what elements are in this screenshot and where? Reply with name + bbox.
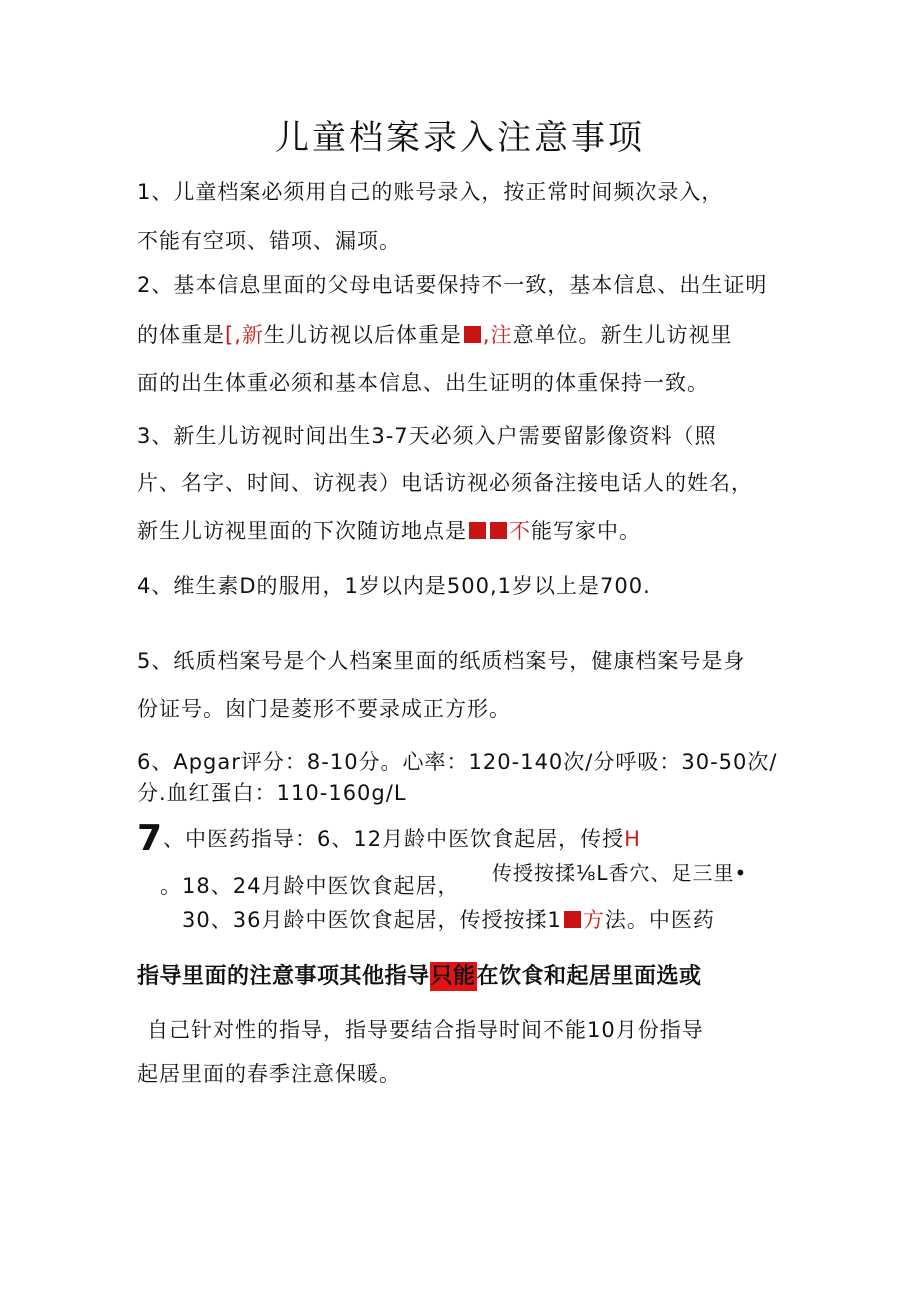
item7-line5: 自己针对性的指导，指导要结合指导时间不能10月份指导 [147,1018,704,1042]
item3-line3 [137,518,641,544]
item7-red-h: H [624,827,641,851]
item3-line2: 片、名字、时间、访视表）电话访视必须备注接电话人的姓名， [137,471,753,495]
item7-text-4a: 指导里面的注意事项其他指导 [137,964,430,989]
item3-text-a: 新生儿访视里面的下次随访地点是 [137,519,467,543]
item7-line2: 。18、24月龄中医饮食起居， [160,874,460,898]
redacted-block [564,911,581,928]
redacted-block [490,522,507,539]
item1-line1: 1、儿童档案必须用自己的账号录入，按正常时间频次录入， [137,180,724,204]
item6-line1: 6、Apgar评分：8-10分。心率：120-140次/分呼吸：30-50次/ [137,750,778,774]
item6-line2: 分.血红蛋白：110-160g/L [137,781,407,805]
page-title: 儿童档案录入注意事项 [275,118,645,158]
item2-red-d: ,注 [482,323,513,347]
item2-text-e: 意单位。新生儿访视里 [512,323,733,347]
highlighted-text: 只能 [430,964,476,989]
item7-text-a: 、中医药指导：6、12月龄中医饮食起居，传授 [163,827,625,851]
item2-text-a: 的体重是 [137,323,225,347]
redacted-block [464,326,481,343]
item7-line1 [137,818,641,859]
item3-line1: 3、新生儿访视时间出生3-7天必须入户需要留影像资料（照 [137,424,717,448]
item7-number: 7 [137,818,164,859]
item2-line3: 面的出生体重必须和基本信息、出生证明的体重保持一致。 [137,371,709,395]
item5-line1: 5、纸质档案号是个人档案里面的纸质档案号，健康档案号是身 [137,649,746,673]
item7-line2-right: 传授按揉⅛L香穴、足三里• [492,861,748,885]
item7-text-3b: 1 [547,908,562,932]
item3-red-b: 不 [509,519,531,543]
redacted-block [469,522,486,539]
item2-line2 [137,322,733,348]
item7-red-3c: 方 [582,908,605,932]
item1-line2: 不能有空项、错项、漏项。 [137,229,401,253]
item7-line3 [182,907,715,933]
item5-line2: 份证号。囱门是菱形不要录成正方形。 [137,697,511,721]
item7-line6: 起居里面的春季注意保暖。 [137,1062,401,1086]
item2-text-c: 生儿访视以后体重是 [263,323,462,347]
item7-text-4b: 在饮食和起居里面选或 [476,964,702,989]
item3-text-c: 能写家中。 [531,519,641,543]
item2-red-a: [,新 [225,323,264,347]
item4-line: 4、维生素D的服用，1岁以内是500,1岁以上是700. [137,574,651,598]
item7-line4 [137,964,702,990]
item2-line1: 2、基本信息里面的父母电话要保持不一致，基本信息、出生证明 [137,273,768,297]
item7-text-3d: 法。中医药 [604,908,715,932]
item7-text-3a: 30、36月龄中医饮食起居，传授按揉 [182,908,548,932]
